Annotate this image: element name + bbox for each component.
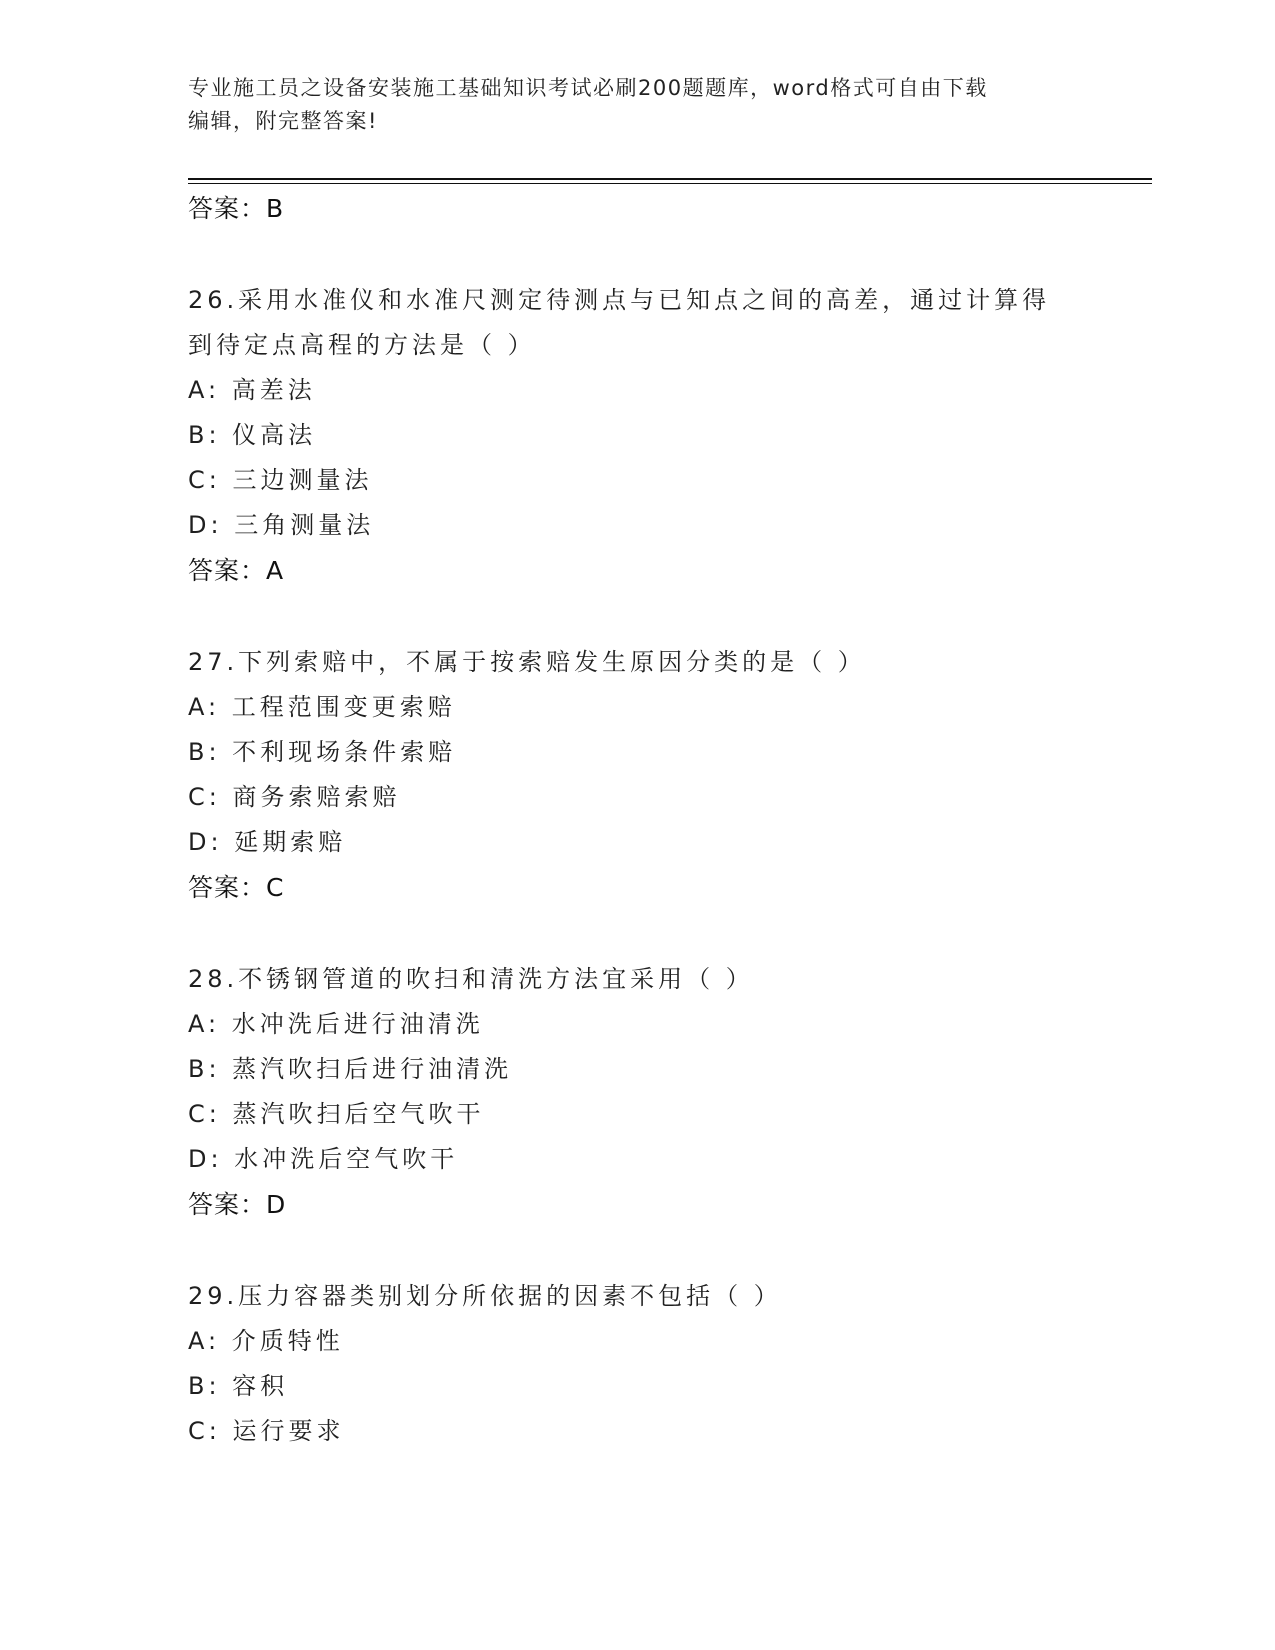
question-28-stem: 28.不锈钢管道的吹扫和清洗方法宜采用（ ） [188, 965, 754, 993]
question-26-option-d: D: 三角测量法 [188, 511, 375, 539]
answer-q25: 答案：B [188, 194, 285, 223]
header-rule-thick [188, 178, 1152, 180]
question-26-stem-line-1: 26.采用水准仪和水准尺测定待测点与已知点之间的高差，通过计算得 [188, 286, 1051, 314]
question-29-option-b: B: 容积 [188, 1372, 289, 1400]
header-line-1: 专业施工员之设备安装施工基础知识考试必刷200题题库，word格式可自由下载 [188, 76, 988, 100]
question-27 [188, 640, 1128, 910]
question-27-option-d: D: 延期索赔 [188, 828, 347, 856]
question-29-stem: 29.压力容器类别划分所依据的因素不包括（ ） [188, 1282, 782, 1310]
question-28 [188, 957, 1128, 1227]
question-28-option-d: D: 水冲洗后空气吹干 [188, 1145, 459, 1173]
question-27-option-a: A: 工程范围变更索赔 [188, 693, 456, 721]
question-29-option-a: A: 介质特性 [188, 1327, 344, 1355]
question-list [188, 186, 1128, 1454]
question-27-option-b: B: 不利现场条件索赔 [188, 738, 457, 766]
question-26-option-b: B: 仪高法 [188, 421, 317, 449]
question-26 [188, 278, 1128, 593]
question-29-option-c: C: 运行要求 [188, 1417, 345, 1445]
answer-q28: 答案：D [188, 1190, 287, 1219]
question-28-option-b: B: 蒸汽吹扫后进行油清洗 [188, 1055, 513, 1083]
question-27-stem: 27.下列索赔中，不属于按索赔发生原因分类的是（ ） [188, 648, 866, 676]
question-28-option-c: C: 蒸汽吹扫后空气吹干 [188, 1100, 485, 1128]
header-line-2: 编辑，附完整答案! [188, 109, 378, 133]
question-28-option-a: A: 水冲洗后进行油清洗 [188, 1010, 484, 1038]
header-rule-thin [188, 183, 1152, 184]
question-26-stem-line-2: 到待定点高程的方法是（ ） [188, 331, 536, 359]
question-27-option-c: C: 商务索赔索赔 [188, 783, 401, 811]
document-header [188, 72, 1088, 138]
answer-q27: 答案：C [188, 873, 285, 902]
answer-q26: 答案：A [188, 556, 285, 585]
question-29 [188, 1274, 1128, 1454]
question-26-option-c: C: 三边测量法 [188, 466, 373, 494]
question-26-option-a: A: 高差法 [188, 376, 316, 404]
